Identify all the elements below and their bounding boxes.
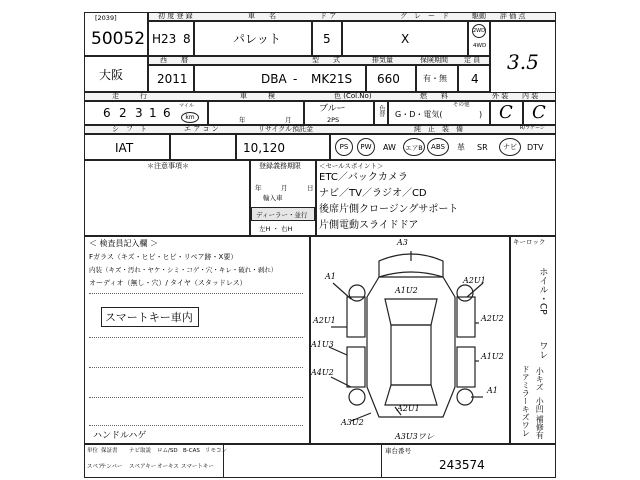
car-right-rear-door bbox=[457, 347, 475, 387]
keylock-repair: 補修有 bbox=[535, 415, 545, 439]
car-rear-window bbox=[385, 385, 437, 405]
dmg-a4u2: A4U2 bbox=[311, 368, 334, 377]
model-prefix: DBA bbox=[261, 72, 287, 86]
hdr-drive: 駆動 bbox=[472, 12, 486, 20]
doors: 5 bbox=[323, 32, 331, 46]
footer-r2-3: オーキス bbox=[157, 464, 179, 470]
footer-r1-0: 保証書 bbox=[101, 448, 118, 454]
keylock-hdr: キーロック bbox=[513, 238, 546, 246]
car-name: パレット bbox=[233, 32, 281, 46]
color-label-cell bbox=[374, 101, 388, 125]
hdr-score: 評 価 点 bbox=[500, 12, 526, 20]
fuel-close: ) bbox=[479, 110, 483, 119]
hdr-teiin: 定 員 bbox=[464, 56, 481, 64]
dmg-a1u2-right: A1U2 bbox=[481, 352, 504, 361]
grade-cell bbox=[342, 21, 468, 56]
cc-cell bbox=[366, 65, 416, 92]
color: ブルー bbox=[319, 104, 346, 114]
color-cell bbox=[304, 101, 374, 125]
year: 2011 bbox=[157, 72, 188, 86]
footer-r2-2: スペアキー bbox=[129, 464, 157, 470]
mile-unit: マイル bbox=[179, 103, 194, 109]
mileage-d1: 2 bbox=[119, 106, 127, 120]
shift-cell bbox=[84, 134, 170, 160]
interior: C bbox=[532, 102, 546, 123]
car-left-front-door bbox=[347, 297, 365, 337]
hdr-soukou: 走 行 bbox=[112, 92, 147, 100]
hdr-aircon: エ ア コ ン bbox=[184, 125, 219, 133]
sales-point-0: ETC／バックカメラ bbox=[319, 172, 408, 183]
insp-note2: ハンドルハゲ bbox=[93, 431, 147, 441]
equip-aw: AW bbox=[383, 143, 396, 152]
insp-interior: 内装（キズ・汚れ・ヤケ・シミ・コゲ・穴・キレ・破れ・剥れ） bbox=[89, 266, 278, 274]
keylock-hekomi: 小凹 bbox=[535, 397, 545, 413]
exterior: C bbox=[499, 102, 513, 123]
score: 3.5 bbox=[507, 50, 539, 74]
keylock-box bbox=[510, 236, 556, 444]
notes-box bbox=[84, 160, 250, 236]
wheel-rl bbox=[349, 389, 365, 405]
month: 8 bbox=[183, 32, 191, 46]
lot-box bbox=[84, 12, 148, 56]
mark-2039: [2039] bbox=[95, 14, 117, 22]
insp-line5 bbox=[89, 425, 303, 426]
aircon-cell bbox=[170, 134, 236, 160]
footer-r1-3: B-CAS bbox=[183, 448, 200, 454]
equip-dtv: DTV bbox=[527, 143, 544, 152]
hdr-equip: 純 正 装 備 bbox=[414, 125, 463, 133]
equip-sr: SR bbox=[477, 143, 488, 152]
score-cell bbox=[490, 21, 556, 101]
lot-number: 50052 bbox=[91, 29, 146, 49]
car-left-rear-door bbox=[347, 347, 365, 387]
mileage-d4: 6 bbox=[163, 106, 171, 120]
keylock-mirror: ドアミラーキズワレ bbox=[521, 365, 531, 437]
dmg-a1u3: A1U3 bbox=[311, 340, 334, 349]
cc: 660 bbox=[377, 72, 400, 86]
equip-pw: PW bbox=[357, 138, 375, 156]
hdr-shaken2: 車 検 bbox=[240, 92, 275, 100]
hdr-first-reg: 初 度 登 録 bbox=[158, 12, 193, 20]
hdr-car-name: 車 名 bbox=[248, 12, 276, 20]
fuel-other: その他 bbox=[453, 102, 470, 108]
notes-hdr: ＊注意事項＊ bbox=[147, 162, 189, 170]
recycle: 10,120 bbox=[243, 141, 285, 155]
reg-hdr: 登録義務期限 bbox=[259, 162, 301, 170]
insp-line3 bbox=[89, 367, 303, 368]
seats: 4 bbox=[471, 72, 479, 86]
model-cell bbox=[194, 65, 366, 92]
hdr-katashiki: 型 式 bbox=[312, 56, 340, 64]
insp-note1-box bbox=[101, 307, 199, 327]
color-code: 2PS bbox=[327, 116, 340, 124]
reg-dealer: ディーラー・並行 bbox=[251, 207, 315, 221]
mark-line-2 bbox=[333, 283, 351, 299]
car-name-cell bbox=[194, 21, 312, 56]
dmg-a1-left: A1 bbox=[325, 272, 336, 281]
mileage-cell bbox=[84, 101, 208, 125]
insp-line4 bbox=[89, 397, 303, 398]
shift: IAT bbox=[115, 141, 134, 155]
hdr-row4 bbox=[84, 125, 556, 134]
wheel-rr bbox=[457, 389, 473, 405]
color-label: 色替 bbox=[377, 105, 385, 117]
insp-line1 bbox=[89, 293, 303, 294]
dmg-a1-right: A1 bbox=[487, 386, 498, 395]
fuel-cell bbox=[388, 101, 490, 125]
diagram-box bbox=[310, 236, 510, 444]
mileage-d0: 6 bbox=[103, 106, 111, 120]
fuel: G・D・電気( bbox=[395, 110, 443, 119]
footer-r1-1: ナビ取説 bbox=[129, 448, 152, 454]
dmg-a3-top: A3 bbox=[397, 238, 408, 247]
footer-divider-2 bbox=[381, 445, 382, 478]
drive-2wd: 2WD bbox=[472, 24, 486, 38]
trim-label: R/ラゲージ bbox=[520, 125, 546, 131]
exterior-cell bbox=[490, 101, 523, 125]
hdr-door: ド ア bbox=[320, 12, 337, 20]
reg-date: 年 月 日 bbox=[255, 184, 314, 192]
dmg-a3u2: A3U2 bbox=[341, 418, 364, 427]
reg-box bbox=[250, 160, 316, 236]
hdr-nishiki: 西 暦 bbox=[160, 56, 188, 64]
hdr-color: 色 (Col.No) bbox=[334, 92, 372, 100]
footer-box bbox=[84, 444, 556, 478]
dmg-a2u1-right: A2U1 bbox=[463, 276, 486, 285]
hdr-shaken: 保険期間 bbox=[420, 56, 448, 64]
insp-glass: Fガラス（キズ・ヒビ・ヒビ・リペア跡・X要） bbox=[89, 253, 238, 261]
sales-point-2: 後席片側クロージングサポート bbox=[319, 204, 459, 215]
shaken-year: 年 bbox=[239, 116, 246, 124]
footer-r2-1: ナンバー bbox=[101, 464, 123, 470]
keylock-ware: ワレ bbox=[537, 341, 548, 359]
hdr-shift: シ フ ト bbox=[112, 125, 147, 133]
mark-line-3 bbox=[467, 283, 483, 297]
footer-r2-0: スペア bbox=[87, 464, 104, 470]
footer-r1-2: ロム/SD bbox=[157, 448, 178, 454]
equip-ps: PS bbox=[335, 138, 353, 156]
sales-box bbox=[316, 160, 556, 236]
equip-leather: 革 bbox=[457, 143, 465, 152]
car-outline-body bbox=[367, 277, 455, 417]
region: 大阪 bbox=[99, 68, 124, 82]
equip-cell bbox=[330, 134, 556, 160]
sales-hdr: ＜セールスポイント＞ bbox=[319, 162, 384, 170]
km-unit: km bbox=[181, 112, 199, 123]
era: H23 bbox=[152, 32, 177, 46]
model: MK21S bbox=[311, 72, 353, 86]
keylock-wheel: ホイル・CP bbox=[537, 267, 548, 315]
equip-airbag: エアB bbox=[403, 138, 425, 156]
hdr-gaisou: 外 装 bbox=[492, 92, 509, 100]
footer-r2-4: スマートキー bbox=[181, 464, 214, 470]
sales-point-3: 片側電動スライドドア bbox=[319, 220, 419, 231]
dmg-a2u2-right: A2U2 bbox=[481, 314, 504, 323]
shaken-month: 月 bbox=[285, 116, 292, 124]
footer-r1-4: リモコン bbox=[205, 448, 228, 454]
hdr-recycle: リサイクル預託金 bbox=[258, 125, 314, 133]
year-cell bbox=[148, 65, 194, 92]
hdr-naisou: 内 装 bbox=[522, 92, 539, 100]
insp-note1: スマートキー車内 bbox=[105, 311, 193, 324]
interior-cell bbox=[523, 101, 556, 125]
inspector-hdr: ＜ 検査員記入欄 ＞ bbox=[89, 239, 159, 248]
dmg-a1u2: A1U2 bbox=[395, 286, 418, 295]
drive-cell bbox=[468, 21, 490, 56]
footer-section: 単位 bbox=[87, 448, 99, 454]
hdr-haiki: 排気量 bbox=[372, 56, 393, 64]
car-right-front-door bbox=[457, 297, 475, 337]
sales-point-1: ナビ／TV／ラジオ／CD bbox=[319, 188, 427, 199]
mark-line-8 bbox=[331, 377, 351, 387]
car-roof bbox=[391, 325, 431, 385]
wheel-fl bbox=[349, 285, 365, 301]
chassis-number: 243574 bbox=[439, 458, 485, 472]
mileage-d2: 3 bbox=[135, 106, 143, 120]
insurance-cell bbox=[416, 65, 458, 92]
drive-4wd: 4WD bbox=[473, 43, 487, 49]
hdr-fuel: 燃 料 bbox=[420, 92, 448, 100]
reg-import: 輸入車 bbox=[263, 194, 283, 202]
keylock-kizu: 小キズ bbox=[535, 367, 545, 391]
dmg-a2u1-bottom: A2U1 bbox=[397, 404, 420, 413]
insp-audio: オーディオ（無し・穴）/ タイヤ（スタッドレス） bbox=[89, 279, 247, 287]
dmg-a3u3: A3U3ワレ bbox=[395, 432, 434, 441]
wheel-fr bbox=[457, 285, 473, 301]
seats-cell bbox=[458, 65, 490, 92]
insp-line2 bbox=[89, 337, 303, 338]
footer-divider bbox=[223, 445, 224, 478]
chassis-label: 車台番号 bbox=[385, 447, 411, 455]
car-windshield bbox=[385, 299, 437, 325]
dmg-a2u1-left: A2U1 bbox=[313, 316, 336, 325]
dash: - bbox=[293, 72, 298, 86]
grade: X bbox=[401, 32, 410, 46]
door-cell bbox=[312, 21, 342, 56]
mileage-d3: 1 bbox=[149, 106, 157, 120]
inspector-box bbox=[84, 236, 310, 444]
insurance: 有・無 bbox=[423, 74, 447, 83]
equip-navi: ナビ bbox=[499, 138, 521, 156]
hdr-row3 bbox=[84, 92, 556, 101]
hdr-row1 bbox=[148, 12, 556, 21]
reg-hand: 左H ・ 右H bbox=[259, 225, 293, 233]
hdr-grade: グ レ ー ド bbox=[400, 12, 449, 20]
recycle-cell bbox=[236, 134, 330, 160]
first-reg-cell bbox=[148, 21, 194, 56]
region-box bbox=[84, 56, 148, 92]
equip-abs: ABS bbox=[427, 138, 449, 156]
shaken-cell bbox=[208, 101, 304, 125]
